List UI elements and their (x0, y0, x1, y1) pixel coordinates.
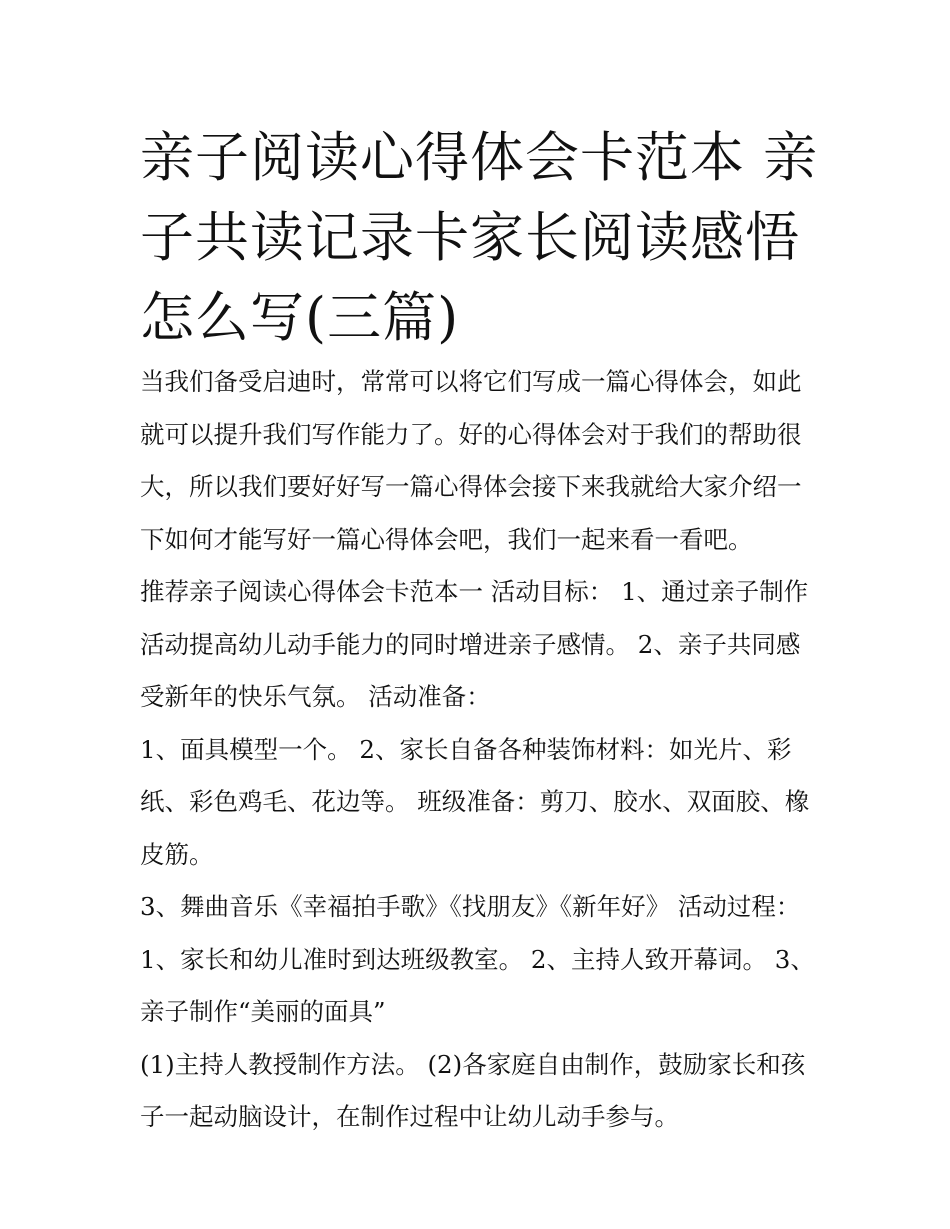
document-title: 亲子阅读心得体会卡范本 亲子共读记录卡家长阅读感悟怎么写(三篇) (140, 126, 819, 349)
paragraph-intro: 当我们备受启迪时，常常可以将它们写成一篇心得体会，如此就可以提升我们写作能力了。好的心得体会对于我们的帮助很大，所以我们要好好写一篇心得体会接下来我就给大家介绍一下如何才能写好一篇心得体会吧，我们一起来看一看吧。 (140, 367, 802, 554)
paragraph-materials: 1、面具模型一个。 2、家长自备各种装饰材料：如光片、彩纸、彩色鸡毛、花边等。 班级准备：剪刀、胶水、双面胶、橡皮筋。 (140, 734, 810, 869)
document-body (140, 356, 820, 1144)
paragraph-process: 3、舞曲音乐《幸福拍手歌》《找朋友》《新年好》 活动过程： 1、家长和幼儿准时到达班级教室。 2、主持人致开幕词。 3、亲子制作“美丽的面具” (140, 892, 815, 1026)
paragraph-activity-goals: 推荐亲子阅读心得体会卡范本一 活动目标： 1、通过亲子制作活动提高幼儿动手能力的同时增进亲子感情。 2、亲子共同感受新年的快乐气氛。 活动准备： (140, 577, 809, 711)
paragraph-making: (1)主持人教授制作方法。 (2)各家庭自由制作，鼓励家长和孩子一起动脑设计，在制作过程中让幼儿动手参与。 (140, 1049, 806, 1131)
